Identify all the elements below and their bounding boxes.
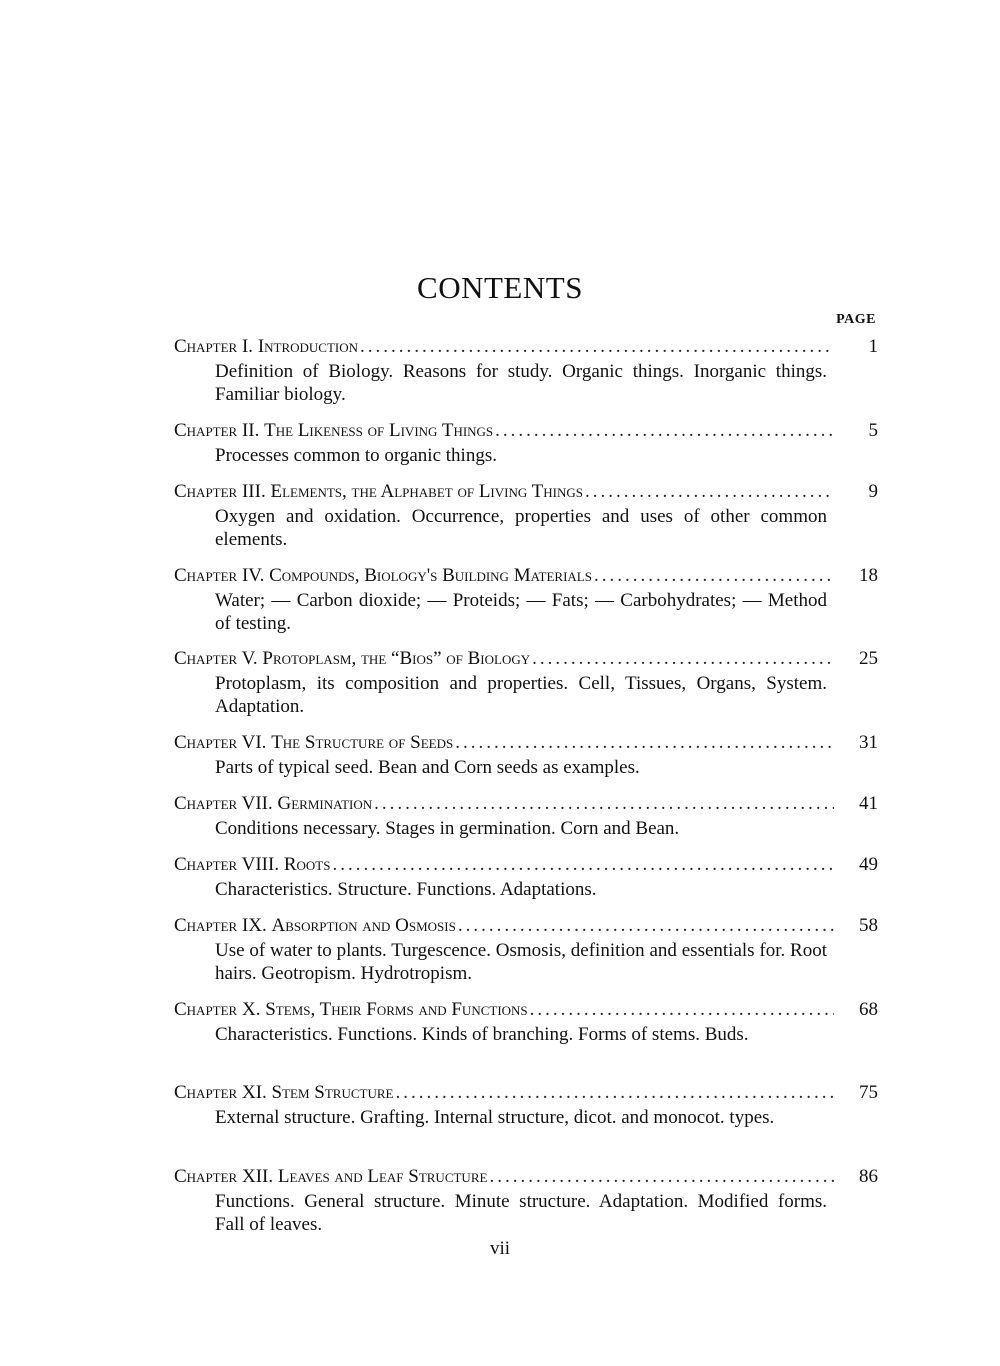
chapter-number: Chapter VI. [174,732,267,753]
chapter-summary: Conditions necessary. Stages in germination. Corn and Bean. [215,818,680,839]
chapter-number: Chapter XII. [174,1166,274,1187]
chapter-title: The Structure of Seeds [271,732,454,753]
chapter-heading [174,730,878,756]
chapter-entry [174,997,878,1046]
chapter-page-number: 1 [868,336,878,357]
chapter-number: Chapter IV. [174,565,265,586]
chapter-heading [174,913,878,939]
chapter-heading [174,1164,878,1190]
chapter-page-number: 49 [859,854,878,875]
chapter-page-number: 9 [868,481,878,502]
chapter-page-number: 68 [859,999,878,1020]
chapter-page-number: 75 [859,1082,878,1103]
chapter-number: Chapter VIII. [174,854,280,875]
leader-dots [594,563,834,589]
chapter-entry [174,913,878,985]
chapter-page-number: 86 [859,1166,878,1187]
chapter-number: Chapter I. [174,336,254,357]
chapter-entry [174,646,878,718]
chapter-number: Chapter II. [174,420,260,441]
chapter-title: Absorption and Osmosis [271,915,456,936]
chapter-page-number: 18 [859,565,878,586]
chapter-entry [174,852,878,901]
chapter-summary: Use of water to plants. Turgescence. Osmosis, definition and essentials for. Root hairs. Geotropism. Hydrotropism. [215,940,827,984]
leader-dots [489,1164,834,1190]
chapter-title: Protoplasm, the “Bios” of Biology [262,648,531,669]
chapter-number: Chapter V. [174,648,258,669]
chapter-title: Compounds, Biology's Building Materials [269,565,592,586]
chapter-summary: Definition of Biology. Reasons for study. Organic things. Inorganic things. Familiar biology. [215,361,827,405]
leader-dots [332,852,834,878]
leader-dots [360,334,834,360]
chapter-entry [174,791,878,840]
chapter-title: Stems, Their Forms and Functions [265,999,528,1020]
page-folio: vii [489,1238,511,1259]
leader-dots [374,791,834,817]
chapter-page-number: 5 [868,420,878,441]
chapter-heading [174,334,878,360]
chapter-heading [174,418,878,444]
chapter-title: Stem Structure [271,1082,394,1103]
chapter-number: Chapter XI. [174,1082,267,1103]
page-column-label: PAGE [836,312,876,327]
contents-title: CONTENTS [417,270,583,305]
chapter-number: Chapter VII. [174,793,273,814]
leader-dots [395,1080,834,1106]
chapter-summary: Characteristics. Functions. Kinds of branching. Forms of stems. Buds. [215,1024,749,1045]
chapter-title: The Likeness of Living Things [264,420,494,441]
chapter-heading [174,791,878,817]
chapter-number: Chapter III. [174,481,266,502]
leader-dots [458,913,834,939]
chapter-entry [174,1080,878,1129]
chapter-summary: Functions. General structure. Minute structure. Adaptation. Modified forms. Fall of leaves. [215,1191,827,1235]
chapter-heading [174,1080,878,1106]
chapter-entry [174,563,878,635]
leader-dots [455,730,834,756]
chapter-heading [174,563,878,589]
chapter-entry [174,334,878,406]
chapter-entry [174,479,878,551]
chapter-title: Leaves and Leaf Structure [277,1166,488,1187]
chapter-page-number: 25 [859,648,878,669]
chapter-summary: Characteristics. Structure. Functions. Adaptations. [215,879,597,900]
chapter-heading [174,997,878,1023]
chapter-heading [174,479,878,505]
chapter-title: Elements, the Alphabet of Living Things [270,481,583,502]
chapter-entry [174,1164,878,1236]
leader-dots [532,646,834,672]
chapter-summary: Protoplasm, its composition and properties. Cell, Tissues, Organs, System. Adaptation. [215,673,827,717]
chapter-summary: Parts of typical seed. Bean and Corn seeds as examples. [215,757,640,778]
chapter-title: Roots [283,854,331,875]
chapter-heading [174,646,878,672]
chapter-summary: External structure. Grafting. Internal structure, dicot. and monocot. types. [215,1107,775,1128]
chapter-number: Chapter IX. [174,915,267,936]
chapter-title: Germination [277,793,373,814]
chapter-page-number: 41 [859,793,878,814]
chapter-entry [174,418,878,467]
chapter-entry [174,730,878,779]
chapter-page-number: 58 [859,915,878,936]
chapter-title: Introduction [257,336,359,357]
chapter-number: Chapter X. [174,999,261,1020]
leader-dots [495,418,834,444]
leader-dots [585,479,834,505]
chapter-summary: Oxygen and oxidation. Occurrence, properties and uses of other common elements. [215,506,827,550]
chapter-summary: Processes common to organic things. [215,445,497,466]
chapter-page-number: 31 [859,732,878,753]
leader-dots [530,997,834,1023]
chapter-summary: Water; — Carbon dioxide; — Proteids; — Fats; — Carbohydrates; — Method of testing. [215,590,827,634]
chapter-heading [174,852,878,878]
